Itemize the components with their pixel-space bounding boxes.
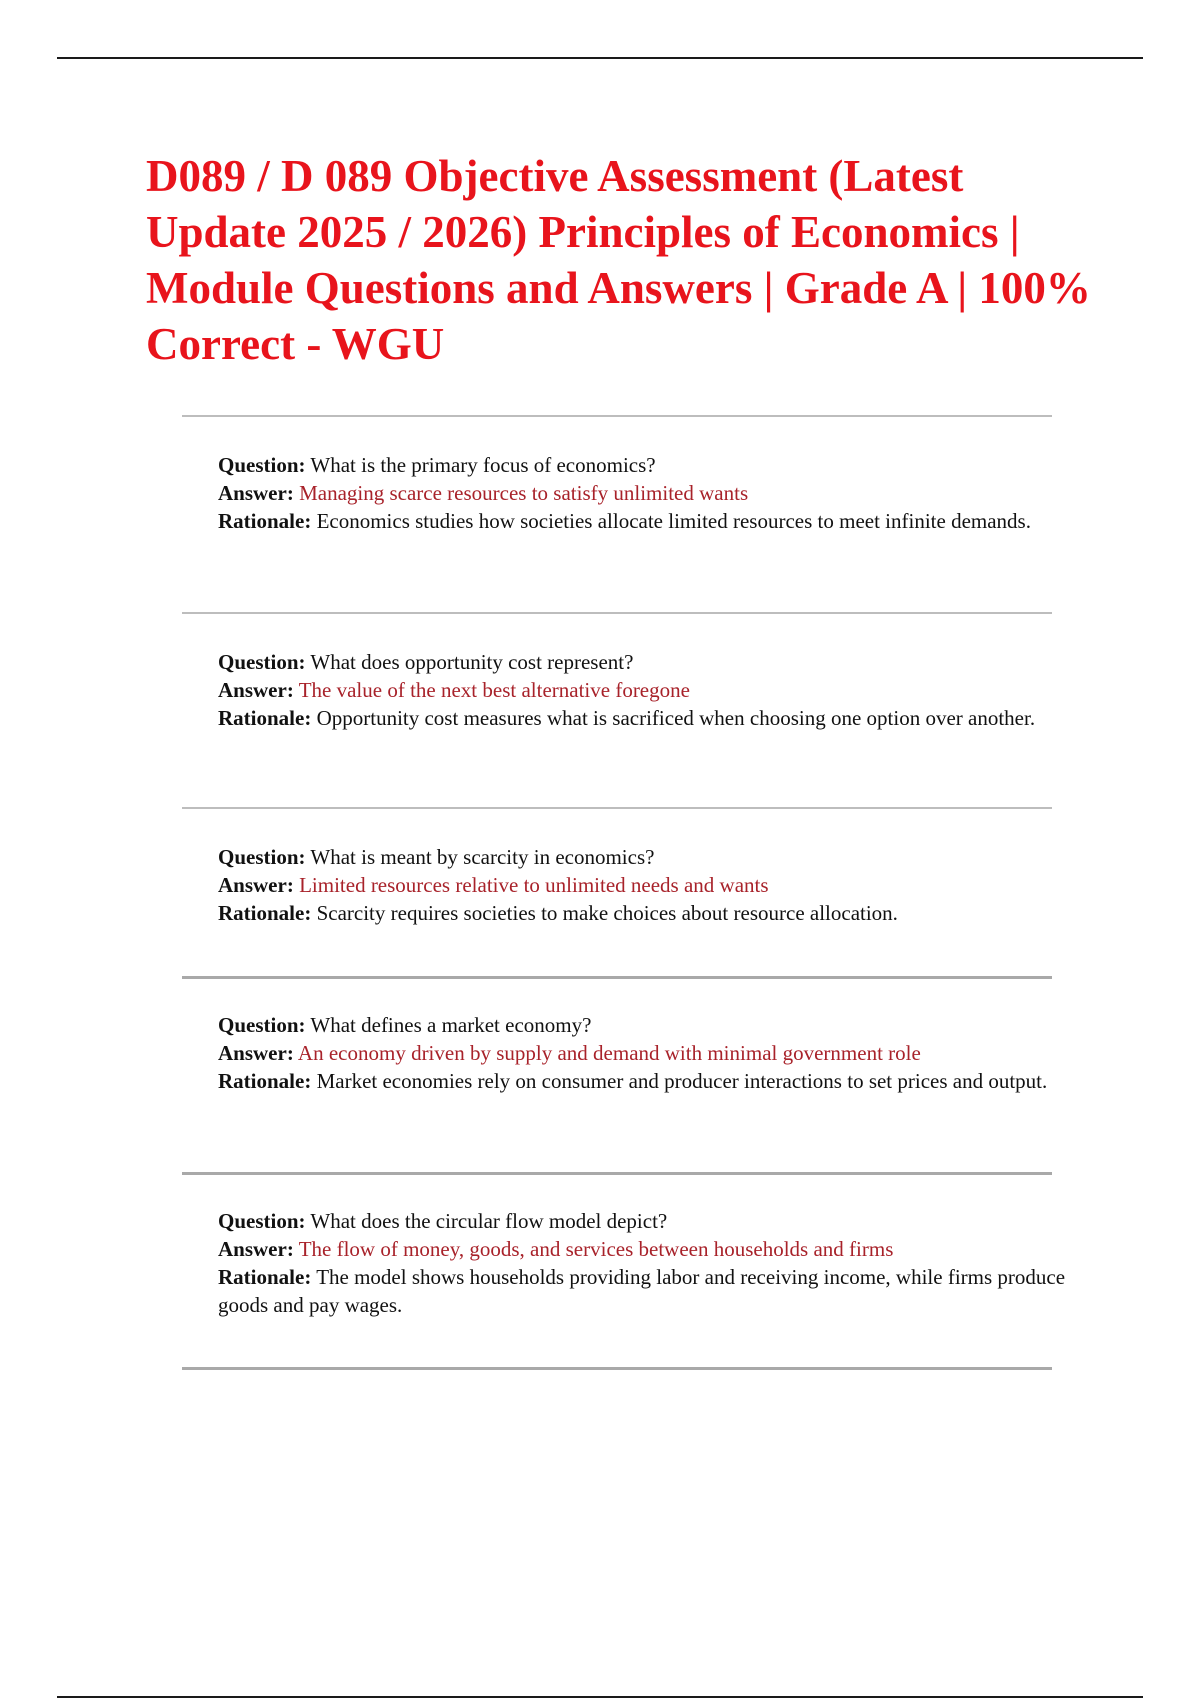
question-label: Question: (218, 1209, 306, 1233)
answer-line (218, 871, 1088, 899)
question-text: What is the primary focus of economics? (310, 453, 656, 477)
question-line (218, 843, 1088, 871)
answer-label: Answer: (218, 1041, 294, 1065)
rationale-label: Rationale: (218, 1265, 312, 1289)
section-divider (182, 807, 1052, 809)
section-divider (182, 976, 1052, 979)
question-line (218, 451, 1088, 479)
answer-line (218, 676, 1088, 704)
qa-item-4 (218, 1011, 1088, 1095)
answer-text: Limited resources relative to unlimited needs and wants (299, 873, 769, 897)
section-divider (182, 415, 1052, 417)
question-text: What is meant by scarcity in economics? (310, 845, 655, 869)
answer-text: The flow of money, goods, and services between households and firms (298, 1237, 894, 1261)
answer-text: An economy driven by supply and demand with minimal government role (297, 1041, 921, 1065)
question-label: Question: (218, 453, 306, 477)
question-text: What defines a market economy? (310, 1013, 592, 1037)
question-line (218, 1207, 1088, 1235)
question-label: Question: (218, 650, 306, 674)
rationale-text: The model shows households providing labor and receiving income, while firms produce goods and pay wages. (218, 1265, 1066, 1317)
rationale-line (218, 507, 1088, 535)
answer-text: Managing scarce resources to satisfy unlimited wants (299, 481, 749, 505)
answer-line (218, 479, 1088, 507)
rationale-label: Rationale: (218, 901, 312, 925)
answer-line (218, 1039, 1088, 1067)
question-line (218, 648, 1088, 676)
section-divider (182, 612, 1052, 614)
document-title: D089 / D 089 Objective Assessment (Latest Update 2025 / 2026) Principles of Economics | Module Questions and Answers | Grade A | 100% Correct - WGU (146, 151, 1091, 369)
question-text: What does opportunity cost represent? (310, 650, 634, 674)
section-divider (182, 1367, 1052, 1370)
answer-label: Answer: (218, 481, 294, 505)
rationale-label: Rationale: (218, 706, 312, 730)
qa-item-1 (218, 451, 1088, 535)
rationale-line (218, 1067, 1088, 1095)
rationale-label: Rationale: (218, 509, 312, 533)
rationale-label: Rationale: (218, 1069, 312, 1093)
rationale-text: Market economies rely on consumer and producer interactions to set prices and output. (316, 1069, 1048, 1093)
question-label: Question: (218, 845, 306, 869)
rationale-text: Scarcity requires societies to make choices about resource allocation. (316, 901, 898, 925)
answer-label: Answer: (218, 678, 294, 702)
rationale-line (218, 1263, 1088, 1319)
qa-item-3 (218, 843, 1088, 927)
answer-label: Answer: (218, 1237, 294, 1261)
rationale-line (218, 899, 1088, 927)
rationale-text: Economics studies how societies allocate limited resources to meet infinite demands. (316, 509, 1031, 533)
rationale-text: Opportunity cost measures what is sacrificed when choosing one option over another. (316, 706, 1036, 730)
section-divider (182, 1172, 1052, 1175)
answer-text: The value of the next best alternative foregone (298, 678, 690, 702)
qa-item-2 (218, 648, 1088, 732)
page-bottom-rule (57, 1696, 1143, 1698)
question-label: Question: (218, 1013, 306, 1037)
answer-label: Answer: (218, 873, 294, 897)
question-text: What does the circular flow model depict? (310, 1209, 668, 1233)
rationale-line (218, 704, 1088, 732)
answer-line (218, 1235, 1088, 1263)
qa-item-5 (218, 1207, 1088, 1319)
question-line (218, 1011, 1088, 1039)
